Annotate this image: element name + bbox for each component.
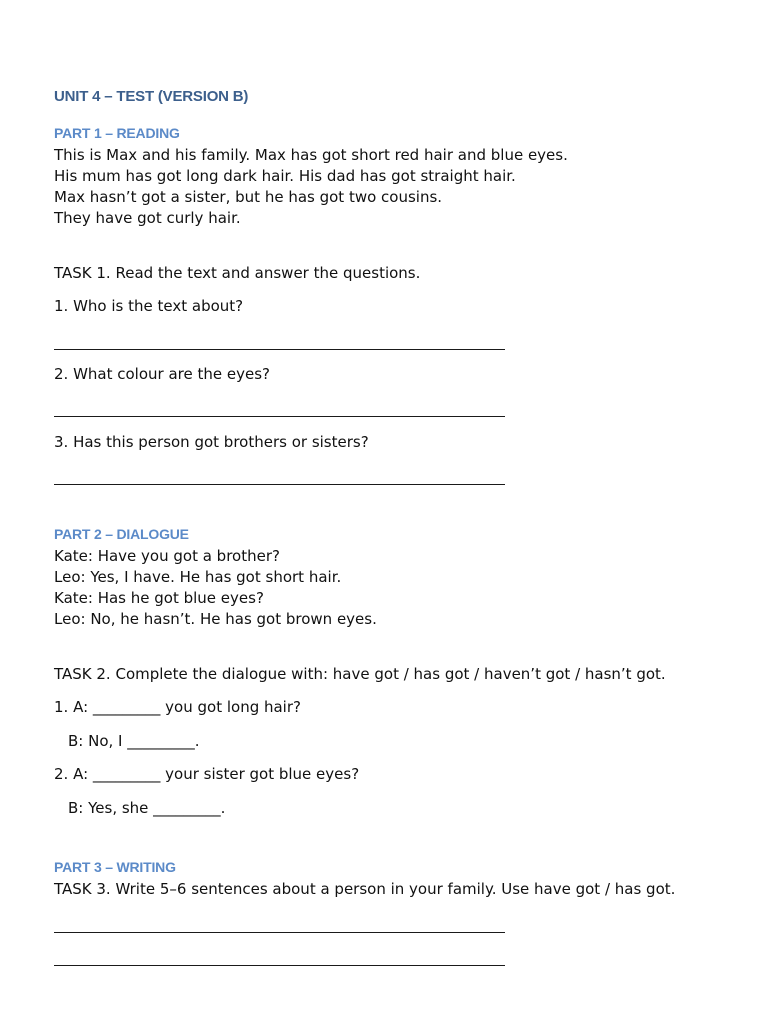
dialogue-line: Kate: Have you got a brother? bbox=[54, 547, 280, 565]
answer-line-1[interactable] bbox=[54, 349, 505, 350]
dialogue-line: Leo: Yes, I have. He has got short hair. bbox=[54, 568, 342, 586]
task1-instruction: TASK 1. Read the text and answer the questions. bbox=[54, 264, 421, 282]
answer-line-2[interactable] bbox=[54, 416, 505, 417]
part3-heading: PART 3 – WRITING bbox=[54, 859, 176, 875]
reading-text bbox=[54, 145, 568, 229]
writing-line-1[interactable] bbox=[54, 932, 505, 933]
question-2: 2. What colour are the eyes? bbox=[54, 365, 270, 383]
dialogue-item-1a[interactable]: 1. A: _________ you got long hair? bbox=[54, 698, 301, 716]
answer-line-3[interactable] bbox=[54, 484, 505, 485]
reading-line: Max hasn’t got a sister, but he has got two cousins. bbox=[54, 188, 443, 206]
reading-line: They have got curly hair. bbox=[54, 209, 241, 227]
dialogue-item-2b[interactable]: B: Yes, she _________. bbox=[68, 799, 226, 817]
task2-instruction: TASK 2. Complete the dialogue with: have got / has got / haven’t got / hasn’t got. bbox=[54, 665, 666, 683]
question-1: 1. Who is the text about? bbox=[54, 297, 244, 315]
dialogue-item-2a[interactable]: 2. A: _________ your sister got blue eyes? bbox=[54, 765, 360, 783]
dialogue-text bbox=[54, 546, 377, 630]
writing-line-2[interactable] bbox=[54, 965, 505, 966]
reading-line: His mum has got long dark hair. His dad has got straight hair. bbox=[54, 167, 516, 185]
dialogue-item-1b[interactable]: B: No, I _________. bbox=[68, 732, 200, 750]
part1-heading: PART 1 – READING bbox=[54, 125, 180, 141]
part2-heading: PART 2 – DIALOGUE bbox=[54, 526, 189, 542]
page-title: UNIT 4 – TEST (VERSION B) bbox=[54, 88, 249, 105]
dialogue-line: Kate: Has he got blue eyes? bbox=[54, 589, 264, 607]
dialogue-line: Leo: No, he hasn’t. He has got brown eyes. bbox=[54, 610, 377, 628]
reading-line: This is Max and his family. Max has got short red hair and blue eyes. bbox=[54, 146, 568, 164]
question-3: 3. Has this person got brothers or sisters? bbox=[54, 433, 369, 451]
task3-instruction: TASK 3. Write 5–6 sentences about a person in your family. Use have got / has got. bbox=[54, 880, 676, 898]
